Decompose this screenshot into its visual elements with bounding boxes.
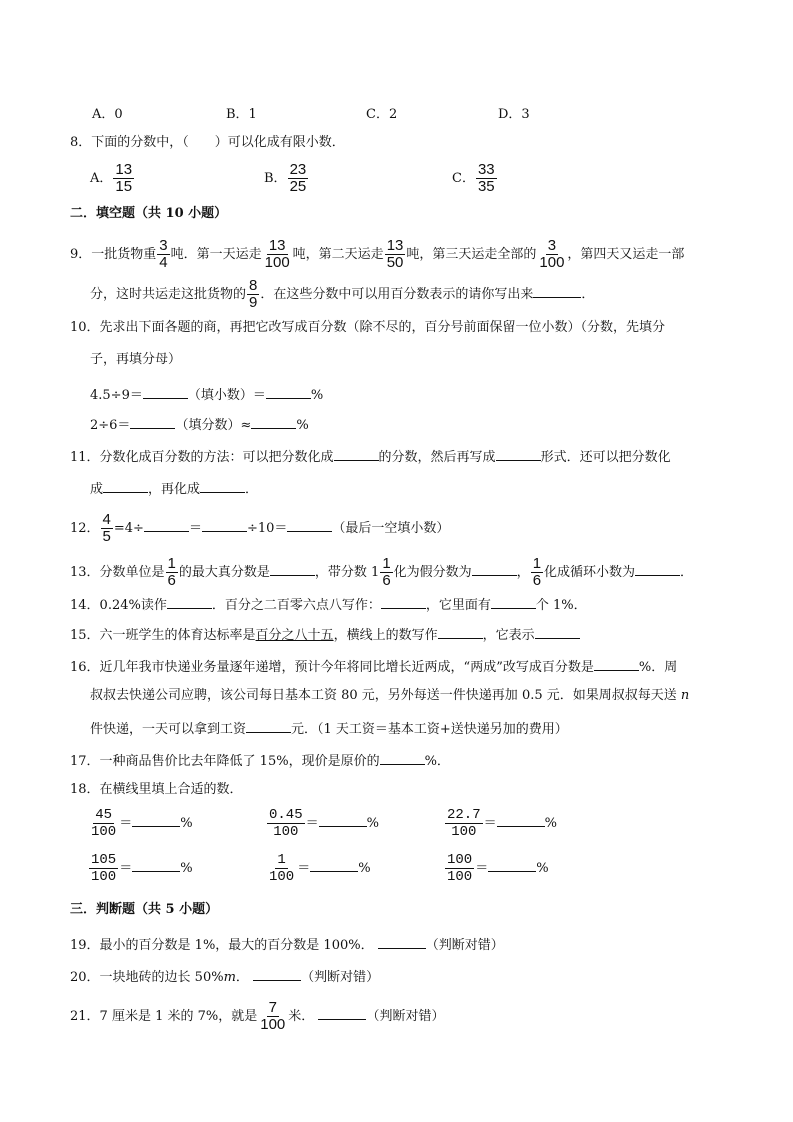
text: 14．0.24%读作	[70, 598, 167, 613]
text: 米．	[288, 1009, 315, 1024]
q11-line-1	[70, 446, 671, 466]
denominator: 100	[447, 869, 473, 885]
answer-blank[interactable]	[144, 517, 189, 532]
text: 19．最小的百分数是 1%，最大的百分数是 100%．	[70, 938, 374, 953]
answer-blank[interactable]	[103, 478, 148, 493]
answer-blank[interactable]	[287, 517, 332, 532]
numerator: 13	[386, 237, 404, 254]
q20-line	[70, 966, 379, 986]
equals: ＝	[305, 816, 319, 831]
text: %．	[424, 754, 450, 769]
text: 4.5÷9＝	[90, 388, 143, 403]
numerator: 1	[532, 555, 542, 572]
text: （填分数）≈	[175, 418, 252, 433]
q11-line-2	[90, 478, 258, 498]
answer-blank[interactable]	[143, 384, 188, 399]
answer-blank[interactable]	[438, 624, 483, 639]
numerator: 33	[477, 161, 495, 178]
answer-blank[interactable]	[496, 446, 541, 461]
text: 13．分数单位是	[70, 565, 165, 580]
fraction	[247, 278, 259, 311]
denominator: 100	[451, 824, 477, 840]
text: ．在这些分数中可以用百分数表示的请你写出来	[260, 287, 534, 302]
text: ．百分之二百零六点八写作：	[211, 598, 381, 613]
denominator: 35	[477, 178, 495, 195]
fraction	[263, 238, 292, 271]
text: 化为假分数为	[393, 565, 472, 580]
q12-line	[70, 512, 449, 545]
answer-blank[interactable]	[381, 594, 426, 609]
numerator: 45	[95, 807, 113, 823]
text: 的最大真分数是	[178, 565, 270, 580]
option-label: C．	[452, 171, 475, 186]
q8-option-b[interactable]	[264, 162, 309, 195]
option-label: A．	[90, 171, 113, 186]
numerator: 23	[289, 161, 307, 178]
percent-sign: %	[366, 816, 379, 831]
fraction	[531, 556, 543, 589]
answer-blank[interactable]	[251, 414, 296, 429]
q7-option-c[interactable]: C．2	[366, 107, 398, 122]
denominator: 100	[91, 869, 117, 885]
fraction	[166, 556, 178, 589]
text: ，	[516, 565, 530, 580]
text: 元．（1 天工资＝基本工资+送快递另加的费用）	[291, 722, 568, 737]
numerator: 0.45	[269, 807, 303, 823]
q7-option-b[interactable]: B．1	[226, 107, 257, 122]
q16-line-2	[90, 688, 689, 704]
equals: ＝	[475, 861, 489, 876]
text: 件快递，一天可以拿到工资	[90, 722, 247, 737]
text: （最后一空填小数）	[332, 521, 450, 536]
fraction	[101, 512, 113, 545]
text: =4÷	[113, 521, 144, 536]
q7-option-a[interactable]: A．0	[92, 107, 123, 122]
q10-line-1	[90, 384, 323, 404]
fraction	[89, 807, 118, 840]
denominator: 6	[167, 572, 176, 589]
numerator: 100	[447, 852, 473, 868]
text: （判断对错）	[301, 970, 380, 985]
fraction	[385, 238, 406, 271]
text: %	[310, 388, 324, 403]
q9-line-1	[70, 238, 684, 271]
numerator: 1	[167, 555, 176, 572]
answer-blank[interactable]	[533, 283, 581, 298]
answer-blank[interactable]	[132, 812, 180, 827]
text: 分，这时共运走这批货物的	[90, 287, 247, 302]
text: 2÷6＝	[90, 418, 131, 433]
text: ＝	[188, 521, 202, 536]
q9-line-2	[90, 278, 594, 311]
denominator: 100	[264, 254, 290, 271]
section-title-true-false: 三．判断题（共 5 小题）	[70, 902, 219, 917]
answer-blank[interactable]	[253, 966, 301, 981]
denominator: 100	[269, 869, 295, 885]
answer-blank[interactable]	[491, 594, 536, 609]
text: 个 1%．	[535, 598, 587, 613]
q8-stem: 8．下面的分数中，（ ）可以化成有限小数．	[70, 135, 345, 150]
numerator: 3	[547, 237, 557, 254]
fraction	[445, 807, 483, 840]
fraction	[258, 1000, 287, 1033]
q18-item	[266, 852, 371, 885]
text: （填小数）＝	[187, 388, 266, 403]
text: ．	[680, 565, 694, 580]
denominator: 9	[249, 294, 258, 311]
q16-line-1	[70, 656, 677, 676]
q18-item	[88, 852, 193, 885]
q13-line	[70, 556, 693, 589]
denominator: 6	[382, 572, 391, 589]
text: ．	[581, 287, 595, 302]
text: 的分数，然后再写成	[378, 450, 496, 465]
text: ，横线上的数写作	[333, 628, 438, 643]
denominator: 15	[115, 178, 133, 195]
answer-blank[interactable]	[635, 561, 680, 576]
text: 15．六一班学生的体育达标率是	[70, 628, 256, 643]
answer-blank[interactable]	[594, 656, 639, 671]
numerator: 3	[159, 237, 168, 254]
section-title-fill-in: 二．填空题（共 10 小题）	[70, 206, 228, 221]
q19-line	[70, 934, 504, 954]
q18-item	[88, 807, 193, 840]
answer-blank[interactable]	[266, 384, 311, 399]
fraction	[89, 852, 118, 885]
option-label: B．	[264, 171, 287, 186]
q21-line	[70, 1000, 444, 1033]
q10-stem-2: 子，再填分母）	[90, 352, 182, 367]
numerator: 105	[91, 852, 117, 868]
text: ÷10＝	[246, 521, 288, 536]
answer-blank[interactable]	[535, 624, 580, 639]
q18-stem: 18．在横线里填上合适的数．	[70, 782, 243, 797]
numerator: 4	[102, 511, 111, 528]
denominator: 6	[532, 572, 542, 589]
fraction	[537, 238, 566, 271]
text: ．	[235, 970, 249, 985]
text: 叔叔去快递公司应聘，该公司每日基本工资 80 元，另外每送一件快递再加 0.5 元．如果周叔叔每天送	[90, 688, 681, 703]
denominator: 5	[102, 528, 111, 545]
denominator: 100	[91, 824, 117, 840]
text: %	[296, 418, 309, 433]
text: （判断对错）	[366, 1009, 445, 1024]
q14-line	[70, 594, 587, 614]
fraction	[288, 162, 309, 195]
fraction	[380, 556, 392, 589]
underlined-text: 百分之八十五	[255, 628, 334, 643]
numerator: 13	[115, 161, 133, 178]
answer-blank[interactable]	[130, 414, 175, 429]
numerator: 13	[268, 237, 286, 254]
denominator: 100	[539, 254, 565, 271]
percent-sign: %	[536, 861, 549, 876]
answer-blank[interactable]	[488, 857, 536, 872]
q10-line-2	[90, 414, 309, 434]
fraction	[445, 852, 474, 885]
q8-option-c[interactable]	[452, 162, 498, 195]
numerator: 22.7	[447, 807, 481, 823]
text: （判断对错）	[425, 938, 504, 953]
text: ．	[245, 482, 259, 497]
answer-blank[interactable]	[497, 812, 545, 827]
q18-item	[444, 807, 557, 840]
text: 化成循环小数为	[544, 565, 636, 580]
q16-line-3	[90, 718, 568, 738]
q8-option-a[interactable]	[90, 162, 135, 195]
text: 吨．第一天运走	[170, 247, 262, 262]
equals: ＝	[297, 861, 311, 876]
percent-sign: %	[358, 861, 371, 876]
answer-blank[interactable]	[319, 812, 367, 827]
q18-item	[444, 852, 549, 885]
answer-blank[interactable]	[472, 561, 517, 576]
variable-n: n	[680, 688, 690, 703]
text: 吨，第二天运走	[292, 247, 384, 262]
fraction	[113, 162, 134, 195]
fraction	[157, 238, 169, 271]
answer-blank[interactable]	[200, 478, 245, 493]
text: ，带分数 1	[314, 565, 380, 580]
answer-blank[interactable]	[310, 857, 358, 872]
q18-item	[266, 807, 379, 840]
text: 20．一块地砖的边长 50%	[70, 970, 224, 985]
denominator: 100	[260, 1016, 286, 1033]
text: 11．分数化成百分数的方法：可以把分数化成	[70, 450, 334, 465]
text: 16．近几年我市快递业务量逐年递增，预计今年将同比增长近两成，“两成”改写成百分数是	[70, 660, 594, 675]
percent-sign: %	[180, 816, 193, 831]
numerator: 8	[249, 277, 258, 294]
equals: ＝	[483, 816, 497, 831]
text: 12．	[70, 521, 100, 536]
numerator: 1	[382, 555, 391, 572]
unit-m: m	[223, 970, 236, 985]
denominator: 100	[273, 824, 299, 840]
equals: ＝	[119, 861, 133, 876]
text: ，它表示	[482, 628, 535, 643]
answer-blank[interactable]	[132, 857, 180, 872]
numerator: 1	[277, 852, 286, 868]
answer-blank[interactable]	[167, 594, 212, 609]
text: 21．7 厘米是 1 米的 7%，就是	[70, 1009, 258, 1024]
answer-blank[interactable]	[334, 446, 379, 461]
text: 17．一种商品售价比去年降低了 15%，现价是原价的	[70, 754, 380, 769]
denominator: 4	[159, 254, 168, 271]
q10-stem-1: 10．先求出下面各题的商，再把它改写成百分数（除不尽的，百分号前面保留一位小数）（分数，先填分	[70, 320, 666, 335]
text: %．周	[638, 660, 678, 675]
numerator: 7	[268, 999, 277, 1016]
percent-sign: %	[180, 861, 193, 876]
q7-option-d[interactable]: D．3	[498, 107, 530, 122]
answer-blank[interactable]	[378, 934, 426, 949]
answer-blank[interactable]	[318, 1005, 366, 1020]
fraction	[267, 852, 296, 885]
text: ，第四天又运走一部	[567, 247, 685, 262]
text: 吨，第三天运走全部的	[406, 247, 537, 262]
fraction	[267, 807, 305, 840]
text: ，它里面有	[425, 598, 491, 613]
equals: ＝	[119, 816, 133, 831]
text: 9．一批货物重	[70, 247, 157, 262]
answer-blank[interactable]	[202, 517, 247, 532]
q15-line	[70, 624, 580, 644]
text: 成	[90, 482, 104, 497]
text: ，再化成	[148, 482, 201, 497]
fraction	[476, 162, 497, 195]
q17-line	[70, 750, 450, 770]
answer-blank[interactable]	[380, 750, 425, 765]
text: 形式．还可以把分数化	[540, 450, 671, 465]
answer-blank[interactable]	[270, 561, 315, 576]
answer-blank[interactable]	[246, 718, 291, 733]
denominator: 25	[289, 178, 307, 195]
percent-sign: %	[544, 816, 557, 831]
denominator: 50	[386, 254, 404, 271]
